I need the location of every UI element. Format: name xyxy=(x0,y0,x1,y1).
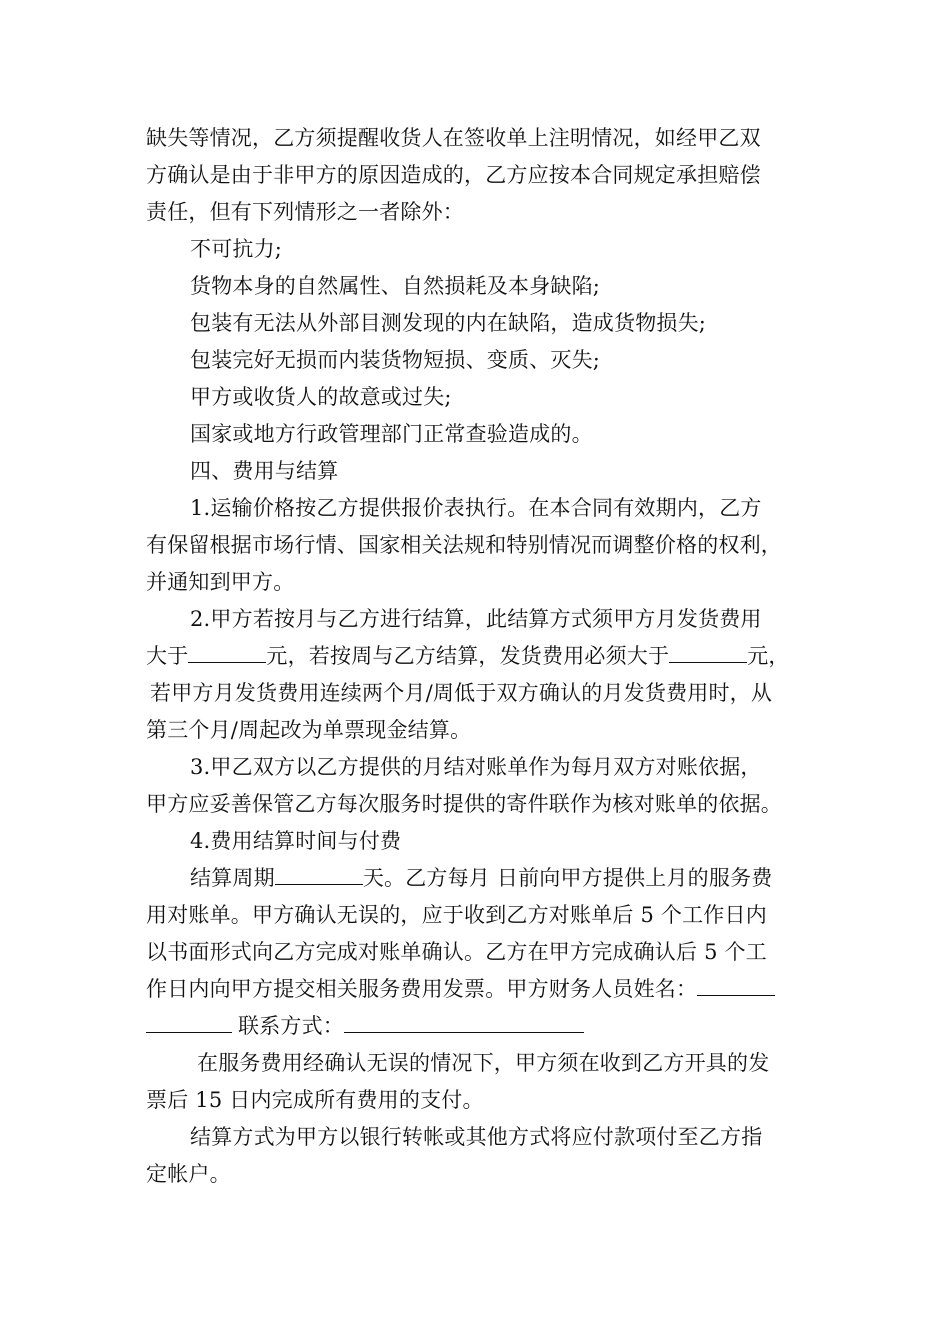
section-heading: 四、费用与结算 xyxy=(190,459,339,483)
paragraph-line: 方确认是由于非甲方的原因造成的，乙方应按本合同规定承担赔偿 xyxy=(146,163,761,187)
paragraph-line: 甲方应妥善保管乙方每次服务时提供的寄件联作为核对账单的依据。 xyxy=(146,792,782,816)
paragraph-line: 缺失等情况，乙方须提醒收货人在签收单上注明情况，如经甲乙双 xyxy=(146,126,761,150)
exception-item: 甲方或收货人的故意或过失; xyxy=(190,385,452,409)
fill-in-blank xyxy=(275,864,363,885)
text-segment: 结算周期 xyxy=(190,866,275,890)
paragraph-line xyxy=(146,975,775,1003)
paragraph-line: 第三个月/周起改为单票现金结算。 xyxy=(146,718,472,742)
fill-in-blank xyxy=(146,1012,232,1033)
subsection-heading: 4.费用结算时间与付费 xyxy=(190,829,402,853)
fill-in-blank xyxy=(188,642,266,663)
text-segment: 天。乙方每月 日前向甲方提供上月的服务费 xyxy=(362,866,773,890)
paragraph-line: 以书面形式向乙方完成对账单确认。乙方在甲方完成确认后 5 个工 xyxy=(146,940,767,964)
paragraph-line xyxy=(146,1012,584,1040)
paragraph-line: 并通知到甲方。 xyxy=(146,570,295,594)
text-segment: 元，若按周与乙方结算，发货费用必须大于 xyxy=(266,644,670,668)
paragraph-line: 定帐户。 xyxy=(146,1162,231,1186)
paragraph-line: 票后 15 日内完成所有费用的支付。 xyxy=(146,1088,484,1112)
text-segment: 作日内向甲方提交相关服务费用发票。甲方财务人员姓名： xyxy=(146,977,698,1001)
paragraph-line: 3.甲乙双方以乙方提供的月结对账单作为每月双方对账依据， xyxy=(190,755,762,779)
text-segment: 元， xyxy=(747,644,790,668)
exception-item: 货物本身的自然属性、自然损耗及本身缺陷; xyxy=(190,274,601,298)
paragraph-line xyxy=(146,642,790,670)
fill-in-blank xyxy=(697,975,775,996)
paragraph-line: 2.甲方若按月与乙方进行结算，此结算方式须甲方月发货费用 xyxy=(190,607,762,631)
text-segment: 联系方式： xyxy=(238,1014,344,1038)
exception-item: 不可抗力; xyxy=(190,237,283,261)
paragraph-line: 在服务费用经确认无误的情况下，甲方须在收到乙方开具的发 xyxy=(197,1051,770,1075)
fill-in-blank xyxy=(669,642,747,663)
exception-item: 国家或地方行政管理部门正常查验造成的。 xyxy=(190,422,593,446)
paragraph-line: 有保留根据市场行情、国家相关法规和特别情况而调整价格的权利， xyxy=(146,533,782,557)
exception-item: 包装有无法从外部目测发现的内在缺陷，造成货物损失; xyxy=(190,311,707,335)
text-segment: 大于 xyxy=(146,644,189,668)
fill-in-blank xyxy=(344,1012,584,1033)
paragraph-line: 责任，但有下列情形之一者除外： xyxy=(146,200,464,224)
paragraph-line: 结算方式为甲方以银行转帐或其他方式将应付款项付至乙方指 xyxy=(190,1125,763,1149)
paragraph-line: 用对账单。甲方确认无误的，应于收到乙方对账单后 5 个工作日内 xyxy=(146,903,767,927)
paragraph-line: 若甲方月发货费用连续两个月/周低于双方确认的月发货费用时，从 xyxy=(150,681,773,705)
paragraph-line: 1.运输价格按乙方提供报价表执行。在本合同有效期内，乙方 xyxy=(190,496,762,520)
paragraph-line xyxy=(190,864,773,892)
exception-item: 包装完好无损而内装货物短损、变质、灭失; xyxy=(190,348,601,372)
